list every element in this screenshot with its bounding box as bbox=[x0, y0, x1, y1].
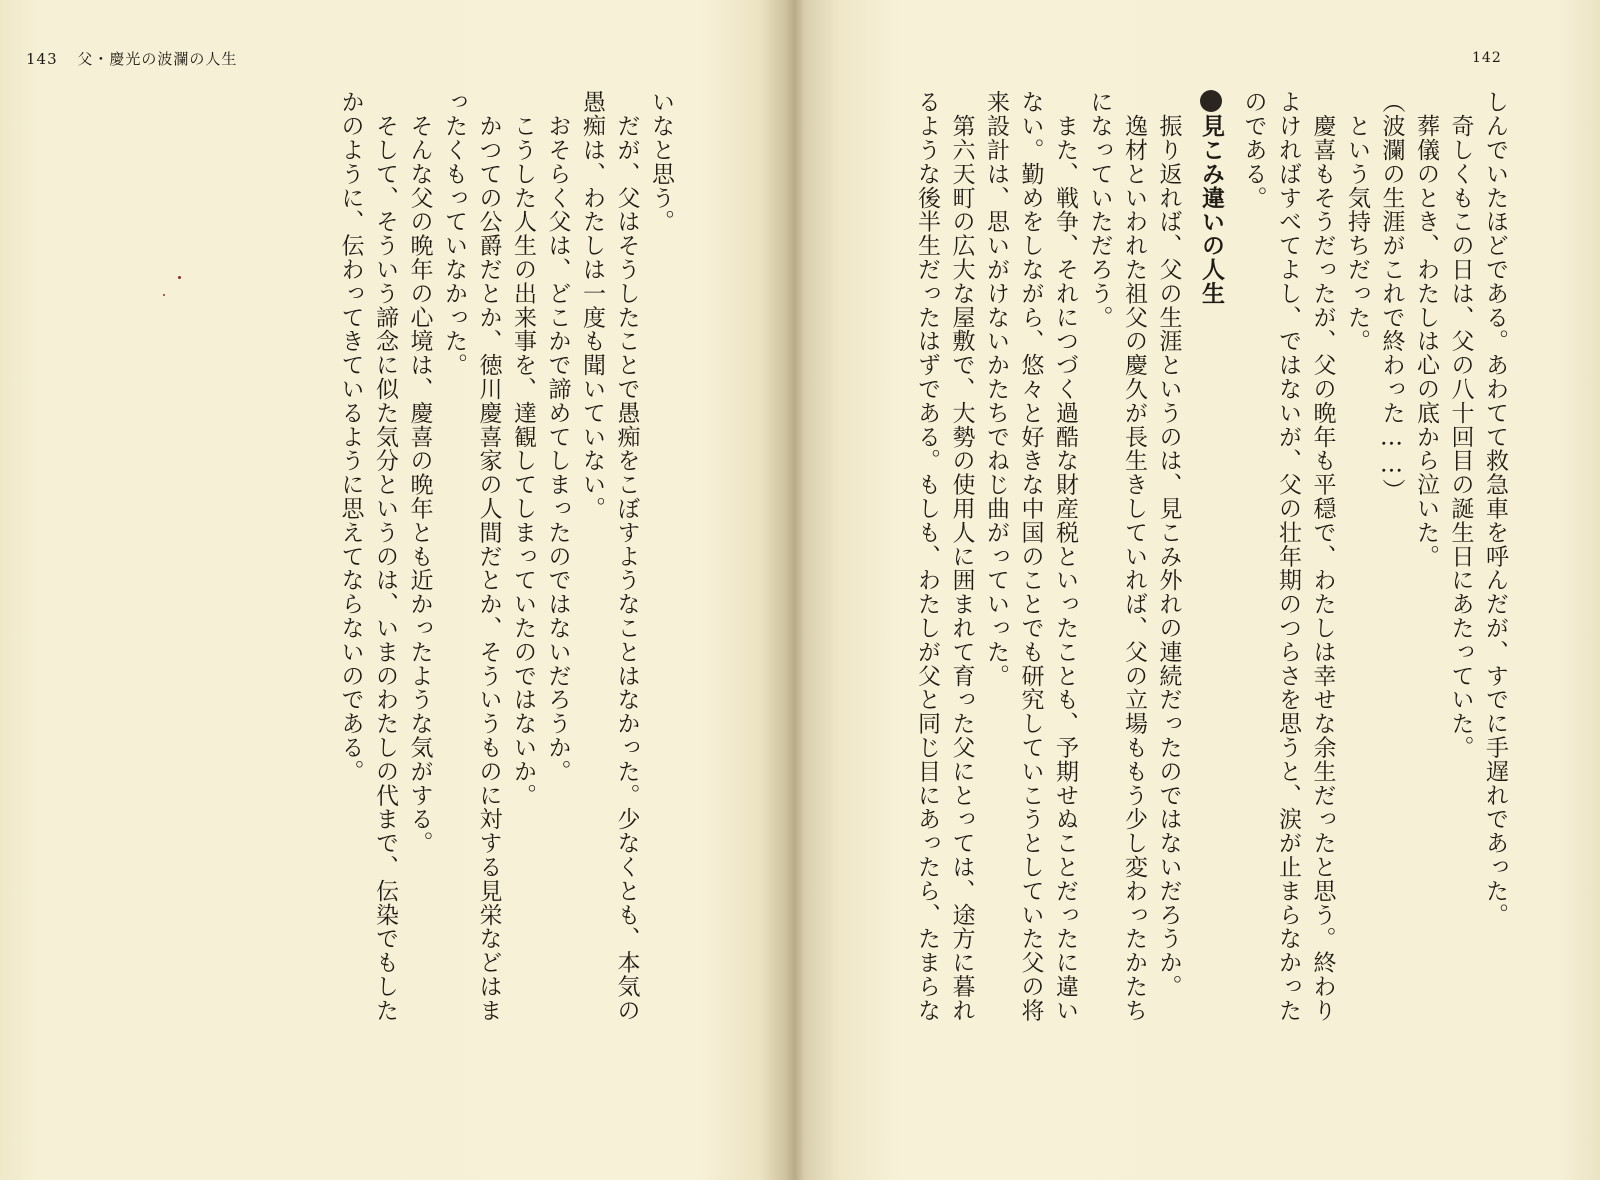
right-text-line: しんでいたほどである。あわてて救急車を呼んだが、すでに手遅れであった。 bbox=[1482, 90, 1508, 927]
left-text-line: こうした人生の出来事を、達観してしまっていたのではないか。 bbox=[510, 90, 536, 807]
right-text-line: 来設計は、思いがけないかたちでねじ曲がっていった。 bbox=[983, 90, 1009, 688]
left-text-line: いなと思う。 bbox=[648, 90, 674, 234]
section-heading-text: 見こみ違いの人生 bbox=[1198, 114, 1224, 306]
left-text-line: そして、そういう諦念に似た気分というのは、いまのわたしの代まで、伝染でもした bbox=[372, 90, 398, 1023]
right-text-line: 逸材といわれた祖父の慶久が長生きしていれば、父の立場ももう少し変わったかたち bbox=[1121, 90, 1147, 1023]
left-running-head bbox=[26, 48, 237, 69]
right-text-line: るような後半生だったはずである。もしも、わたしが父と同じ目にあったら、たまらな bbox=[914, 90, 940, 1023]
left-page-number: 143 bbox=[26, 50, 58, 68]
right-text-line: （波瀾の生涯がこれで終わった……） bbox=[1378, 90, 1405, 503]
right-page-number: 142 bbox=[1472, 50, 1502, 66]
left-body-text bbox=[333, 90, 678, 1090]
right-text-line: 慶喜もそうだったが、父の晩年も平穏で、わたしは幸せな余生だったと思う。終わり bbox=[1309, 90, 1336, 1023]
right-text-line: 奇しくもこの日は、父の八十回目の誕生日にあたっていた。 bbox=[1447, 90, 1474, 760]
left-text-line: ったくもっていなかった。 bbox=[441, 90, 467, 377]
left-text-line: かつての公爵だとか、徳川慶喜家の人間だとか、そういうものに対する見栄などはま bbox=[475, 90, 502, 1023]
left-text-line: 愚痴は、わたしは一度も聞いていない。 bbox=[579, 90, 605, 521]
paper-speck bbox=[163, 294, 165, 296]
right-text-line: ない。勤めをしながら、悠々と好きな中国のことでも研究していこうとしていた父の将 bbox=[1017, 90, 1044, 1023]
right-text-line: また、戦争、それにつづく過酷な財産税といったことも、予期せぬことだったに違い bbox=[1052, 90, 1078, 1023]
left-page bbox=[0, 0, 790, 1180]
paper-speck bbox=[178, 276, 181, 279]
right-text-line: 葬儀のとき、わたしは心の底から泣いた。 bbox=[1413, 90, 1439, 568]
section-heading bbox=[1194, 90, 1229, 1090]
right-text-line: のである。 bbox=[1240, 90, 1267, 210]
left-text-line: おそらく父は、どこかで諦めてしまったのではないだろうか。 bbox=[544, 90, 571, 784]
bullet-icon bbox=[1200, 90, 1222, 112]
right-text-line: 第六天町の広大な屋敷で、大勢の使用人に囲まれて育った父にとっては、途方に暮れ bbox=[948, 90, 975, 1023]
right-body-text bbox=[910, 90, 1513, 1090]
left-text-line: かのように、伝わってきているように思えてならないのである。 bbox=[337, 90, 364, 784]
right-text-line: になっていただろう。 bbox=[1086, 90, 1113, 329]
right-text-line: という気持ちだった。 bbox=[1344, 90, 1370, 353]
left-text-line: そんな父の晩年の心境は、慶喜の晩年とも近かったような気がする。 bbox=[406, 90, 433, 855]
right-text-line: よければすべてよし、ではないが、父の壮年期のつらさを思うと、涙が止まらなかった bbox=[1275, 90, 1301, 1023]
left-running-title: 父・慶光の波瀾の人生 bbox=[77, 50, 238, 68]
right-text-line: 振り返れば、父の生涯というのは、見こみ外れの連続だったのではないだろうか。 bbox=[1155, 90, 1182, 999]
left-text-line: だが、父はそうしたことで愚痴をこぼすようなことはなかった。少なくとも、本気の bbox=[613, 90, 640, 1023]
right-page bbox=[790, 0, 1600, 1180]
